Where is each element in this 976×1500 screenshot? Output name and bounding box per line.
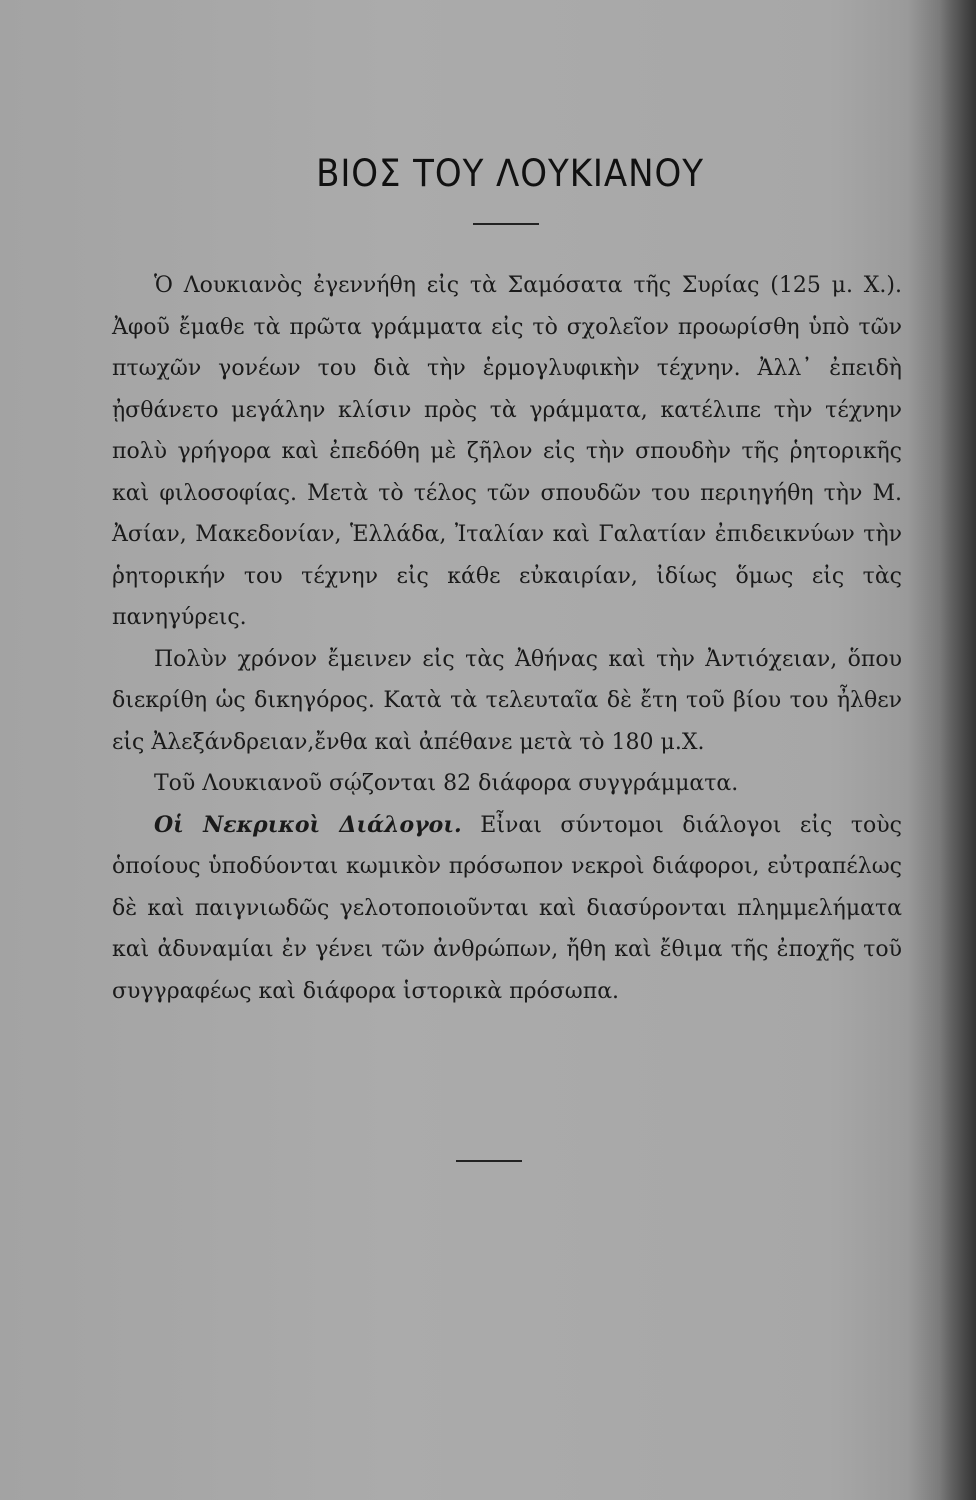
paragraph-works-count: Τοῦ Λουκιανοῦ σῴζονται 82 διάφορα συγγράμματα. [154, 771, 739, 796]
page-spine-shadow [940, 0, 976, 1500]
dialogues-description: Εἶναι σύντομοι διάλογοι εἰς τοὺς ὁποίους ὑποδύονται κωμικὸν πρόσωπον νεκροὶ διάφοροι, εὐτραπέλως δὲ καὶ παιγνιωδῶς γελοτοποιοῦνται καὶ διασύρονται πλημμελήματα καὶ ἀδυναμίαι ἐν γένει τῶν ἀνθρώπων, ἤθη καὶ ἔθιμα τῆς ἐποχῆς τοῦ συγγραφέως καὶ διάφορα ἱστορικὰ πρόσωπα. [112, 812, 903, 1004]
paragraph-biography: Ὁ Λουκιανὸς ἐγεννήθη εἰς τὰ Σαμόσατα τῆς Συρίας (125 μ. Χ.). Ἀφοῦ ἔμαθε τὰ πρῶτα γράμματα εἰς τὸ σχολεῖον προωρίσθη ὑπὸ τῶν πτωχῶν γονέων του διὰ τὴν ἑρμογλυφικὴν τέχνην. Ἀλλ᾿ ἐπειδὴ ᾐσθάνετο μεγάλην κλίσιν πρὸς τὰ γράμματα, κατέλιπε τὴν τέχνην πολὺ γρήγορα καὶ ἐπεδόθη μὲ ζῆλον εἰς τὴν σπουδὴν τῆς ῥητορικῆς καὶ φιλοσοφίας. Μετὰ τὸ τέλος τῶν σπουδῶν του περιηγήθη τὴν Μ. Ἀσίαν, Μακεδονίαν, Ἑλλάδα, Ἰταλίαν καὶ Γαλατίαν ἐπιδεικνύων τὴν ῥητορικήν του τέχνην εἰς κάθε εὐκαιρίαν, ἰδίως ὅμως εἰς τὰς πανηγύρεις. [112, 273, 902, 630]
title-divider [473, 223, 539, 225]
book-title: Οἱ Νεκρικοὶ Διάλογοι. [154, 811, 462, 838]
body-text [112, 265, 902, 1012]
paragraph-dialogues [112, 805, 902, 1013]
end-divider [456, 1160, 522, 1162]
page-title: ΒΙΟΣ ΤΟΥ ΛΟΥΚΙΑΝΟΥ [316, 152, 704, 195]
paragraph-later-life: Πολὺν χρόνον ἔμεινεν εἰς τὰς Ἀθήνας καὶ τὴν Ἀντιόχειαν, ὅπου διεκρίθη ὡς δικηγόρος. Κατὰ τὰ τελευταῖα δὲ ἔτη τοῦ βίου του ἦλθεν εἰς Ἀλεξάνδρειαν,ἔνθα καὶ ἀπέθανε μετὰ τὸ 180 μ.Χ. [112, 646, 902, 755]
